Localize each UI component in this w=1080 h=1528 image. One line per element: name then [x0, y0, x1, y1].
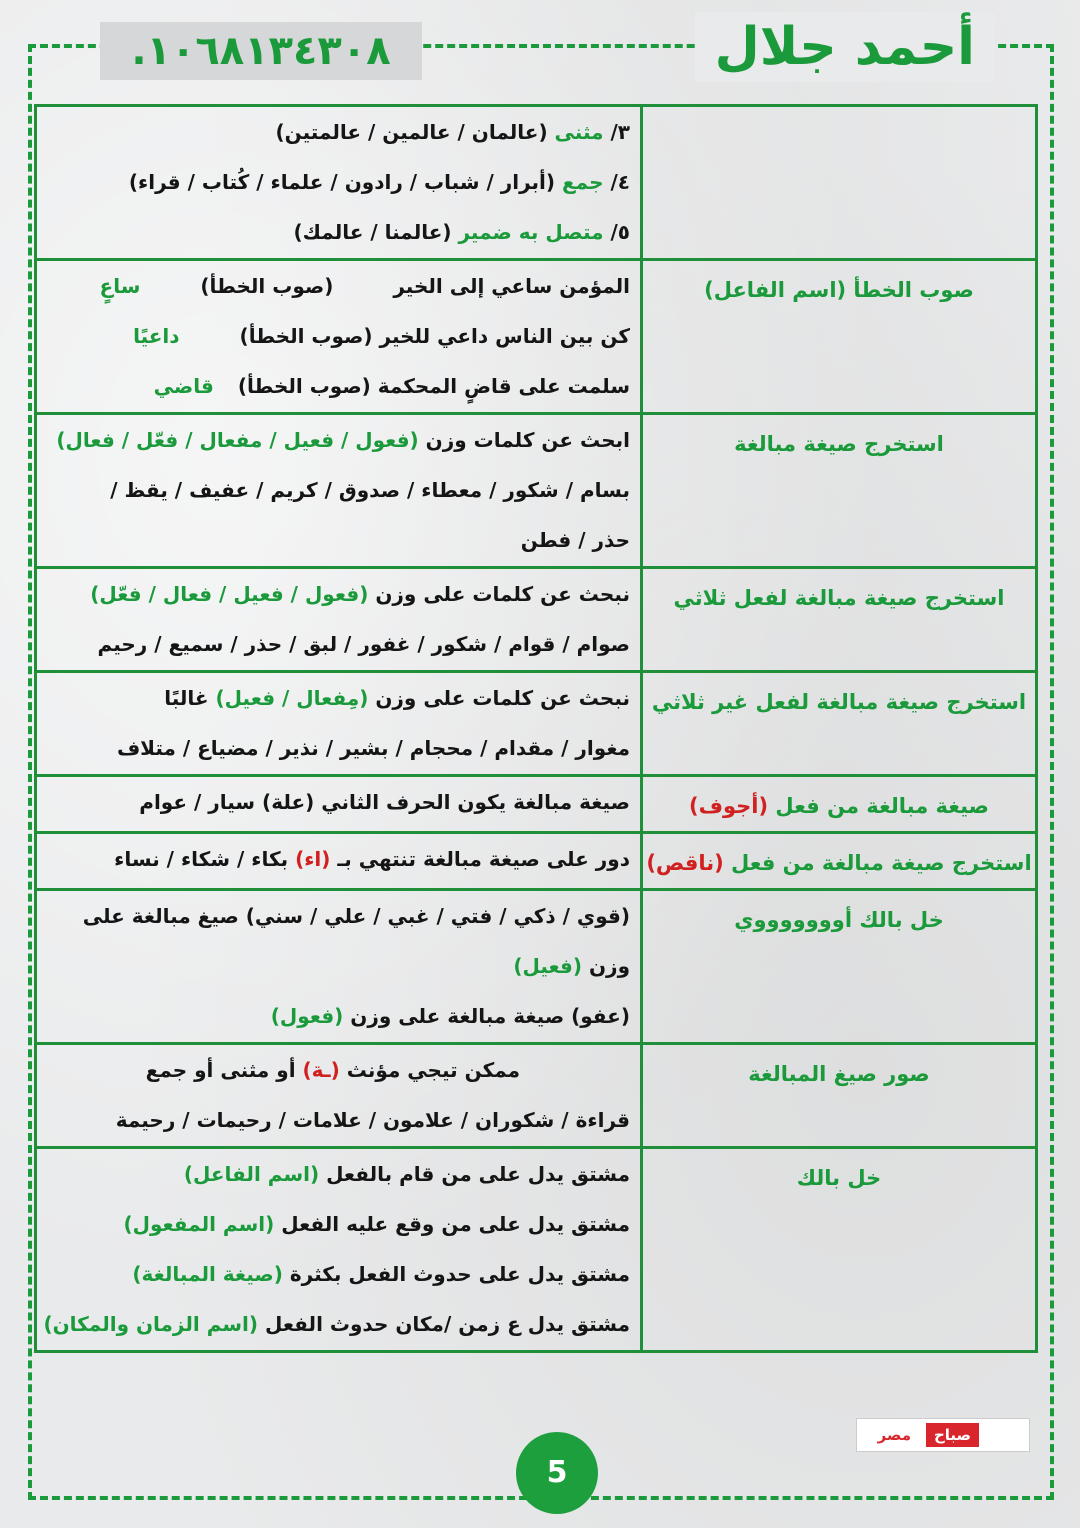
list-item: صيغة مبالغة يكون الحرف الثاني (علة) سيار / عوام	[139, 790, 630, 814]
list-item: قراءة / شكوران / علامون / علامات / رحيمات / رحيمة	[115, 1108, 630, 1132]
table-row	[36, 568, 1037, 672]
table-row	[36, 414, 1037, 568]
table-row	[36, 833, 1037, 890]
table-row	[36, 776, 1037, 833]
topic-cell: صيغة مبالغة من فعل (أجوف)	[642, 776, 1037, 833]
detail-cell	[36, 776, 642, 833]
table-row	[36, 672, 1037, 776]
list-item: ابحث عن كلمات وزن (فعول / فعيل / مفعال / فعّل / فعال)	[56, 428, 630, 452]
topic-cell: استخرج صيغة مبالغة	[642, 414, 1037, 568]
topic-cell: خل بالك	[642, 1148, 1037, 1352]
list-item: دور على صيغة مبالغة تنتهي بـ (اء) بكاء / شكاء / نساء	[114, 847, 630, 871]
detail-cell	[36, 568, 642, 672]
list-item: ٥/ متصل به ضمير (عالمنا / عالمك)	[293, 220, 630, 244]
author-name: أحمد جلال	[695, 12, 995, 82]
list-item: مشتق يدل ع زمن /مكان حدوث الفعل (اسم الزمان والمكان)	[43, 1312, 630, 1336]
detail-cell	[36, 890, 642, 1044]
detail-cell	[36, 1148, 642, 1352]
detail-cell	[36, 106, 642, 260]
topic-cell: صوب الخطأ (اسم الفاعل)	[642, 260, 1037, 414]
topic-cell: استخرج صيغة مبالغة من فعل (ناقص)	[642, 833, 1037, 890]
author-phone: .١٠٦٨١٣٤٣٠٨	[100, 22, 422, 80]
topic-cell: استخرج صيغة مبالغة لفعل ثلاثي	[642, 568, 1037, 672]
list-item: مغوار / مقدام / محجام / بشير / نذير / مضياع / متلاف	[116, 736, 630, 760]
detail-cell	[36, 672, 642, 776]
list-item: (قوي / ذكي / فتي / غبي / علي / سني) صيغ مبالغة على وزن (فعيل)	[82, 904, 630, 978]
list-item: حذر / فطن	[520, 528, 630, 552]
detail-cell	[36, 1044, 642, 1148]
list-item: بسام / شكور / معطاء / صدوق / كريم / عفيف / يقظ /	[110, 478, 630, 502]
table-row	[36, 1148, 1037, 1352]
table-row	[36, 260, 1037, 414]
list-item: مشتق يدل على من قام بالفعل (اسم الفاعل)	[183, 1162, 630, 1186]
table-row	[36, 1044, 1037, 1148]
list-item: المؤمن ساعي إلى الخير(صوب الخطأ)ساعٍ	[99, 274, 630, 298]
detail-cell	[36, 833, 642, 890]
list-item: صوام / قوام / شكور / غفور / لبق / حذر / سميع / رحيم	[97, 632, 630, 656]
table-row	[36, 106, 1037, 260]
detail-cell	[36, 414, 642, 568]
topic-cell: صور صيغ المبالغة	[642, 1044, 1037, 1148]
list-item: ممكن تيجي مؤنث (ـة) أو مثنى أو جمع	[145, 1058, 520, 1082]
brand-logo: صباح مصر	[856, 1418, 1030, 1452]
list-item: (عفو) صيغة مبالغة على وزن (فعول)	[270, 1004, 630, 1028]
list-item: كن بين الناس داعي للخير (صوب الخطأ)داعيًا	[133, 324, 630, 348]
list-item: نبحث عن كلمات على وزن (مِفعال / فعيل) غالبًا	[164, 686, 630, 710]
list-item: مشتق يدل على من وقع عليه الفعل (اسم المفعول)	[123, 1212, 630, 1236]
topic-cell: استخرج صيغة مبالغة لفعل غير ثلاثي	[642, 672, 1037, 776]
page-number-badge: 5	[516, 1432, 598, 1514]
table-row	[36, 890, 1037, 1044]
list-item: ٣/ مثنى (عالمان / عالمين / عالمتين)	[275, 120, 630, 144]
list-item: ٤/ جمع (أبرار / شباب / رادون / علماء / كُتاب / قراء)	[128, 170, 630, 194]
topic-cell: خل بالك أوووووووي	[642, 890, 1037, 1044]
list-item: نبحث عن كلمات على وزن (فعول / فعيل / فعال / فعّل)	[90, 582, 630, 606]
detail-cell	[36, 260, 642, 414]
topic-cell	[642, 106, 1037, 260]
list-item: مشتق يدل على حدوث الفعل بكثرة (صيغة المبالغة)	[132, 1262, 630, 1286]
content-table	[34, 104, 1038, 1353]
list-item: سلمت على قاضٍ المحكمة (صوب الخطأ)قاضي	[153, 374, 630, 398]
